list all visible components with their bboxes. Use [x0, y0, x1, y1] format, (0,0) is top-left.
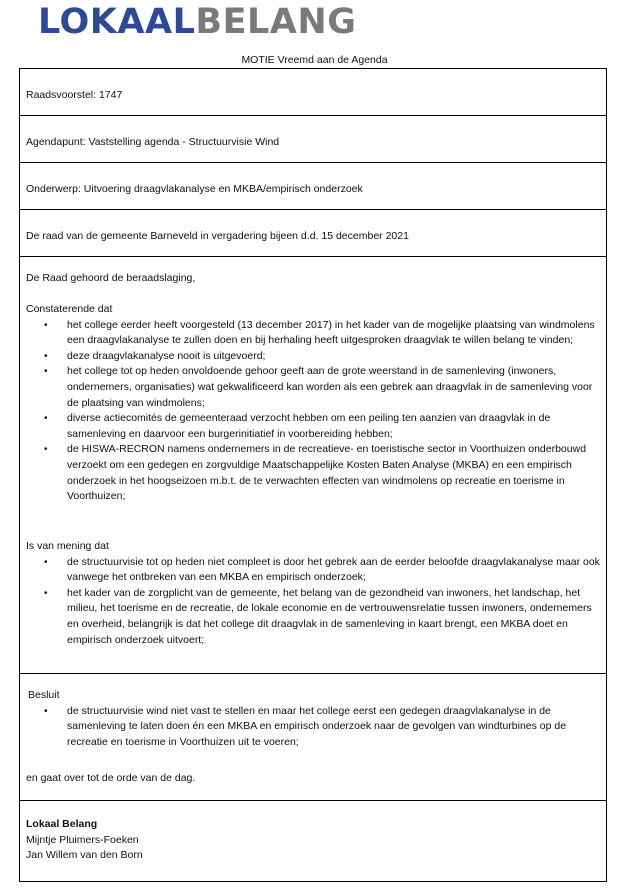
mening-section	[26, 539, 600, 648]
lokaal-belang-logo	[38, 2, 356, 42]
bullet-icon: •	[44, 319, 48, 331]
list-item-text: de structuurvisie tot op heden niet compleet is door het gebrek aan de eerder beloofde draagvlakanalyse maar ook vanwege het ontbreken van een MKBA en empirisch onderzoek;	[67, 555, 600, 584]
list-item	[26, 364, 600, 411]
list-item	[26, 349, 600, 365]
constaterende-list	[26, 318, 600, 505]
list-item-text: het college tot op heden onvoldoende gehoor geeft aan de grote weerstand in de samenleving (inwoners, ondernemers, organisaties) wat gekwalificeerd kan worden als een gebrek aan draagvlak in de samenleving voor de plaatsing van windmolens;	[67, 365, 593, 409]
bullet-icon: •	[44, 350, 48, 362]
signature-block	[26, 817, 600, 864]
list-item	[26, 318, 600, 349]
list-item-text: het kader van de zorgplicht van de gemeente, het belang van de gezondheid van inwoners, het landschap, het milieu, het toerisme en de recreatie, de lokale economie en de vertrouwensrelatie tussen inwoners, ondernemers en overheid, belangrijk is dat het college dit draagvlak in de samenleving in kaart brengt, een MKBA doet en empirisch onderzoek uitvoert;	[67, 586, 592, 646]
signature-name: Mijntje Pluimers-Foeken	[26, 833, 139, 846]
logo-part-belang: BELANG	[195, 2, 357, 42]
list-item-text: diverse actiecomités de gemeenteraad verzocht hebben om een peiling ten aanzien van draagvlak in de samenleving en daarvoor een burgerinitiatief in voorbereiding hebben;	[67, 412, 551, 440]
bullet-icon: •	[44, 705, 48, 717]
logo-part-lokaal: LOKAAL	[38, 2, 196, 42]
row-signature	[20, 801, 606, 881]
mening-heading: Is van mening dat	[26, 540, 109, 552]
bullet-icon: •	[44, 556, 48, 568]
list-item	[26, 411, 600, 442]
list-item	[26, 555, 600, 586]
vergadering-text: De raad van de gemeente Barneveld in vergadering bijeen d.d. 15 december 2021	[26, 230, 409, 242]
list-item-text: de structuurvisie wind niet vast te stellen en maar het college eerst een gedegen draagvlakanalyse in de samenleving te laten doen én een MKBA en empirisch onderzoek naar de gevolgen van windturbines op de recreatie en toerisme in Voorthuizen uit te voeren;	[67, 704, 567, 748]
row-body	[20, 257, 606, 674]
row-raadsvoorstel	[20, 69, 606, 116]
list-item-text: deze draagvlakanalyse nooit is uitgevoerd;	[67, 349, 266, 362]
list-item	[26, 704, 600, 751]
list-item	[26, 442, 600, 504]
row-onderwerp	[20, 163, 606, 210]
signature-name: Jan Willem van den Born	[26, 849, 143, 862]
signature-party: Lokaal Belang	[26, 818, 98, 830]
bullet-icon: •	[44, 587, 48, 599]
constaterende-heading: Constaterende dat	[26, 303, 113, 315]
bullet-icon: •	[44, 413, 48, 425]
onderwerp-text: Onderwerp: Uitvoering draagvlakanalyse en MKBA/empirisch onderzoek	[26, 183, 363, 195]
motion-title: MOTIE Vreemd aan de Agenda	[241, 54, 388, 66]
besluit-heading: Besluit	[28, 689, 60, 701]
list-item-text: het college eerder heeft voorgesteld (13 december 2017) in het kader van de mogelijke plaatsing van windmolens een draagvlakanalyse te zullen doen en bij herhaling heeft uitgesproken draagvlak te willen belang te vinden;	[67, 318, 595, 347]
intro-text: De Raad gehoord de beraadslaging,	[26, 272, 196, 284]
motion-form	[19, 68, 607, 882]
agendapunt-text: Agendapunt: Vaststelling agenda - Structuurvisie Wind	[26, 136, 280, 148]
raadsvoorstel-text: Raadsvoorstel: 1747	[26, 89, 123, 101]
bullet-icon: •	[44, 444, 48, 456]
bullet-icon: •	[44, 366, 48, 378]
closing-text: en gaat over tot de orde van de dag.	[26, 772, 196, 784]
mening-list	[26, 555, 600, 649]
besluit-list	[26, 704, 600, 751]
besluit-section	[26, 688, 600, 750]
row-besluit	[20, 674, 606, 801]
row-vergadering	[20, 210, 606, 257]
list-item-text: de HISWA-RECRON namens ondernemers in de recreatieve- en toeristische sector in Voorthuizen onderbouwd verzoekt om een gedegen en zorgvuldige Maatschappelijke Kosten Baten Analyse (MKBA) en een empirisch onderzoek in het hoogseizoen m.b.t. de te verwachten effecten van windmolens op recreatie en toerisme in Voorthuizen;	[67, 443, 587, 503]
row-agendapunt	[20, 116, 606, 163]
constaterende-section	[26, 302, 600, 505]
list-item	[26, 586, 600, 648]
